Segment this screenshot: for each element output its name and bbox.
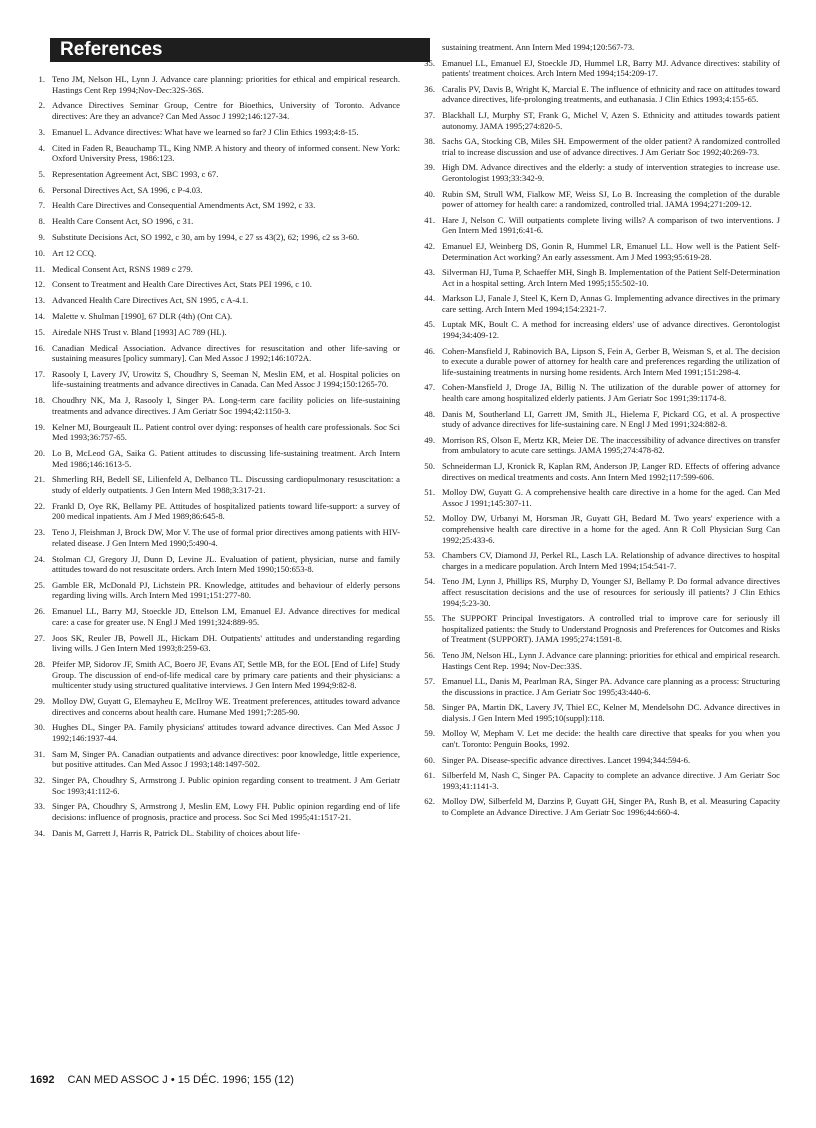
reference-item [420,162,780,183]
reference-text: Emanuel LL, Danis M, Pearlman RA, Singer PA. Advance care planning as a process: Structuring the discussions in practice. J Am Geriatr Soc 1995;43:440-6. [442,676,780,697]
reference-item [420,613,780,645]
reference-number: 52. [424,513,435,524]
reference-item [30,169,400,180]
reference-text: Cohen-Mansfield J, Rabinovich BA, Lipson S, Fein A, Gerber B, Weisman S, et al. The decision to execute a durable power of attorney for health care and preferences regarding the utilization of life-sustaining treatments in nursing home residents. Arch Intern Med 1991;151:298-4. [442,345,780,377]
reference-number: 57. [424,676,435,687]
reference-number: 61. [424,770,435,781]
reference-item [30,127,400,138]
reference-text: Singer PA. Disease-specific advance directives. Lancet 1994;344:594-6. [442,754,691,765]
reference-number: 41. [424,214,435,225]
reference-item [30,74,400,95]
reference-number: 9. [38,232,45,243]
reference-item [30,279,400,290]
reference-item [30,580,400,601]
reference-number: 29. [34,695,45,706]
reference-number: 12. [34,279,45,290]
reference-text: Singer PA, Choudhry S, Armstrong J, Meslin EM, Lowy FH. Public opinion regarding end of life decisions: influence of prognosis, practice and process. Soc Sci Med 1995;41:1517-21. [52,801,400,823]
reference-text: Cohen-Mansfield J, Droge JA, Billig N. The utilization of the durable power of attorney for health care among hospitalized elderly patients. J Am Geriatr Soc 1991;39:1174-8. [442,382,780,404]
reference-number: 25. [34,579,45,590]
reference-item [420,576,780,608]
reference-number: 24. [34,553,45,564]
reference-item [420,796,780,817]
reference-item [420,110,780,131]
reference-number: 43. [424,267,435,278]
reference-text: Sachs GA, Stocking CB, Miles SH. Empowerment of the older patient? A randomized controlled trial to increase discussion and use of advance directives. J Am Geriatr Soc 1992;40:269-73. [442,136,780,157]
reference-item [420,676,780,697]
reference-text: Gamble ER, McDonald PJ, Lichstein PR. Knowledge, attitudes and behaviour of elderly persons regarding living wills. Arch Intern Med 1991;151:277-80. [52,579,400,601]
reference-text: Lo B, McLeod GA, Saika G. Patient attitudes to discussing life-sustaining treatment. Arch Intern Med 1986;146:1613-5. [52,448,400,469]
reference-text: Luptak MK, Boult C. A method for increasing elders' use of advance directives. Gerontologist 1994;34:409-12. [442,319,780,341]
reference-item [420,650,780,671]
reference-number: 18. [34,395,45,406]
reference-item [30,775,400,796]
reference-item [420,728,780,749]
references-right-column [420,42,780,823]
reference-number: 8. [38,216,45,227]
reference-number: 42. [424,240,435,251]
reference-text: Personal Directives Act, SA 1996, c P-4.03. [52,184,203,195]
reference-text: Hare J, Nelson C. Will outpatients complete living wills? A comparison of two interventions. J Gen Intern Med 1991;6:41-6. [442,214,780,236]
reference-text: Advance Directives Seminar Group, Centre for Bioethics, University of Toronto. Advance directives: Are they an advance? Can Med Assoc J 1992;146:127-34. [52,100,400,121]
reference-item [30,828,400,839]
reference-item [420,702,780,723]
reference-number: 51. [424,487,435,498]
reference-number: 32. [34,775,45,786]
reference-text: Representation Agreement Act, SBC 1993, c 67. [52,168,219,179]
reference-item [30,100,400,121]
reference-number: 14. [34,310,45,321]
reference-number: 6. [38,184,45,195]
reference-item [30,501,400,522]
reference-text: Danis M, Southerland LI, Garrett JM, Smith JL, Hielema F, Pickard CG, et al. A prospective study of advance directives for life-sustaining care. N Engl J Med 1991;324:882-8. [442,408,780,430]
reference-item [30,659,400,691]
reference-text: Consent to Treatment and Health Care Directives Act, Stats PEI 1996, c 10. [52,279,312,290]
reference-number: 26. [34,606,45,617]
reference-number: 16. [34,342,45,353]
page-footer [30,1073,430,1087]
reference-text: Art 12 CCQ. [52,247,97,258]
reference-text: Advanced Health Care Directives Act, SN 1995, c A-4.1. [52,295,249,306]
reference-number: 36. [424,83,435,94]
reference-number: 48. [424,408,435,419]
reference-number: 11. [34,263,45,274]
references-heading: References [50,38,430,62]
reference-item [420,267,780,288]
reference-item [420,293,780,314]
reference-item [30,606,400,627]
reference-text: Silverman HJ, Tuma P, Schaeffer MH, Singh B. Implementation of the Patient Self-Determination Act in a hospital setting. Arch Intern Med 1995;155:502-10. [442,267,780,288]
reference-text: Chambers CV, Diamond JJ, Perkel RL, Lasch LA. Relationship of advance directives to hospital charges in a medicare population. Arch Intern Med 1994;154:541-7. [442,550,780,571]
reference-item [420,189,780,210]
reference-text: Teno JM, Lynn J, Phillips RS, Murphy D, Younger SJ, Bellamy P. Do formal advance directives affect resuscitation decisions and the use of resources for seriously ill patients? J Clin Ethics 1994;5:23-30. [442,576,780,608]
reference-item [30,248,400,259]
reference-text: Airedale NHS Trust v. Bland [1993] AC 789 (HL). [52,326,227,337]
reference-text: The SUPPORT Principal Investigators. A controlled trial to improve care for seriously ill hospitalized patients: the Study to Understand Prognosis and Preferences for Outcomes and Risks of Treatment (SUPPORT). JAMA 1995;274:1591-8. [442,613,780,645]
reference-text: Rasooly I, Lavery JV, Urowitz S, Choudhry S, Seeman N, Meslin EM, et al. Hospital policies on life-sustaining treatments and advance directives in Canada. Can Med Assoc J 1994;150:1265-70. [52,368,400,390]
reference-text: Health Care Consent Act, SO 1996, c 31. [52,216,194,227]
reference-text: Molloy DW, Guyatt G, Elemayheu E, McIlroy WE. Treatment preferences, attitudes toward advance directives and concerns about health care. Humane Med 1991;7:285-90. [52,695,400,717]
reference-number: 22. [34,500,45,511]
reference-number: 10. [34,247,45,258]
reference-item [420,241,780,262]
reference-text: Danis M, Garrett J, Harris R, Patrick DL. Stability of choices about life- [52,827,301,838]
references-left-column [30,74,400,844]
reference-number: 55. [424,613,435,624]
reference-text: Silberfeld M, Nash C, Singer PA. Capacity to complete an advance directive. J Am Geriatr Soc 1993;41:1141-3. [442,770,780,791]
reference-text: Teno JM, Nelson HL, Lynn J. Advance care planning: priorities for ethical and empirical research. Hastings Cent Rep 1994;Nov-Dec:32S-36S. [52,74,400,95]
reference-item [30,311,400,322]
reference-item [420,382,780,403]
reference-number: 50. [424,461,435,471]
reference-text: High DM. Advance directives and the elderly: a study of intervention strategies to increase use. Gerontologist 1993;33:342-9. [442,162,780,183]
reference-text: Joos SK, Reuler JB, Powell JL, Hickam DH. Outpatients' attitudes and understanding regarding living wills. J Gen Intern Med 1993;8:259-63. [52,632,400,654]
reference-number: 34. [34,827,45,838]
reference-text: Molloy DW, Guyatt G. A comprehensive health care directive in a home for the aged. Can Med Assoc J 1991;145:307-11. [442,487,780,508]
reference-item [420,136,780,157]
reference-text: Molloy DW, Silberfeld M, Darzins P, Guyatt GH, Singer PA, Rush B, et al. Measuring Capacity to Complete an Advance Directive. J Am Geriatr Soc 1996;44:660-4. [442,796,780,818]
reference-item [30,527,400,548]
reference-text: Markson LJ, Fanale J, Steel K, Kern D, Annas G. Implementing advance directives in the primary care setting. Arch Intern Med 1994;154:2321-7. [442,293,780,314]
reference-text: Shmerling RH, Bedell SE, Lilienfeld A, Delbanco TL. Discussing cardiopulmonary resuscitation: a study of elderly outpatients. J Gen Intern Med 1988;3:317-21. [52,474,400,495]
reference-item [420,409,780,430]
reference-item [420,58,780,79]
reference-number: 27. [34,632,45,643]
reference-continuation: sustaining treatment. Ann Intern Med 1994;120:567-73. [442,42,635,52]
reference-number: 21. [34,474,45,485]
reference-number: 23. [34,527,45,538]
reference-item [420,84,780,105]
reference-item [30,327,400,338]
reference-item [30,264,400,275]
reference-number: 28. [34,659,45,669]
reference-number: 60. [424,754,435,765]
reference-text: Emanuel LL, Barry MJ, Stoeckle JD, Ettelson LM, Emanuel EJ. Advance directives for medical care: a case for greater use. N Engl J Med 1991;324:889-95. [52,606,400,627]
reference-text: Emanuel LL, Emanuel EJ, Stoeckle JD, Hummel LR, Barry MJ. Advance directives: stability of patients' treatment choices. Arch Intern Med 1994;154:209-17. [442,57,780,79]
reference-item [30,722,400,743]
reference-text: Morrison RS, Olson E, Mertz KR, Meier DE. The inaccessibility of advance directives on transfer from ambulatory to acute care settings. JAMA 1995;274:478-82. [442,434,780,456]
reference-number: 30. [34,722,45,733]
reference-text: Health Care Directives and Consequential Amendments Act, SM 1992, c 33. [52,200,316,211]
reference-item [30,633,400,654]
reference-item [420,487,780,508]
reference-item [30,295,400,306]
reference-item [420,435,780,456]
reference-item [30,200,400,211]
reference-number: 56. [424,649,435,660]
reference-text: Medical Consent Act, RSNS 1989 c 279. [52,263,193,274]
reference-item [30,474,400,495]
reference-text: Pfeifer MP, Sidorov JF, Smith AC, Boero JF, Evans AT, Settle MB, for the EOL [End of Life] Study Group. The discussion of end-of-life medical care by primary care patients and their physicians: a multicenter study using structured qualitative interviews. J Gen Intern Med 1994;9:82-8. [52,659,400,691]
reference-item [30,395,400,416]
reference-item [30,216,400,227]
reference-number: 4. [38,142,45,153]
reference-number: 46. [424,345,435,356]
reference-text: Choudhry NK, Ma J, Rasooly I, Singer PA. Long-term care facility policies on life-sustaining treatments and advance directives. J Am Geriatr Soc 1994;42:1150-3. [52,395,400,416]
reference-number: 13. [34,295,45,306]
reference-text: Teno J, Fleishman J, Brock DW, Mor V. The use of formal prior directives among patients with HIV-related disease. J Gen Intern Med 1990;5:490-4. [52,527,400,548]
reference-text: Singer PA, Martin DK, Lavery JV, Thiel EC, Kelner M, Mendelsohn DC. Advance directives in dialysis. J Gen Intern Med 1995;10(suppl):118. [442,702,780,723]
reference-number: 3. [38,126,45,137]
reference-number: 53. [424,550,435,561]
reference-item [30,143,400,164]
reference-item [30,232,400,243]
reference-number: 1. [38,74,45,84]
reference-number: 47. [424,382,435,393]
reference-text: Frankl D, Oye RK, Bellamy PE. Attitudes of hospitalized patients toward life-support: a survey of 200 medical inpatients. Am J Med 1989;86:645-8. [52,500,400,522]
reference-number: 62. [424,796,435,807]
reference-text: Emanuel EJ, Weinberg DS, Gonin R, Hummel LR, Emanuel LL. How well is the Patient Self-Determination Act working? An early assessment. Am J Med 1993;95:619-28. [442,240,780,262]
page-number: 1692 [30,1074,55,1086]
reference-item [420,319,780,340]
reference-number: 2. [38,100,45,111]
reference-number: 45. [424,319,435,330]
reference-text: Stolman CJ, Gregory JJ, Dunn D, Levine JL. Evaluation of patient, physician, nurse and family attitudes toward do not resuscitate orders. Arch Intern Med 1990;150:653-8. [52,553,400,575]
reference-text: Schneiderman LJ, Kronick R, Kaplan RM, Anderson JP, Langer RD. Effects of offering advance directives on medical treatments and costs. Ann Intern Med 1992;117:599-606. [442,461,780,482]
reference-item [30,369,400,390]
reference-number: 7. [38,200,45,211]
reference-number: 37. [424,109,435,120]
reference-item [30,554,400,575]
reference-number: 59. [424,728,435,739]
reference-number: 38. [424,136,435,147]
reference-number: 35. [424,57,435,68]
reference-item [420,550,780,571]
reference-item [420,770,780,791]
reference-text: Singer PA, Choudhry S, Armstrong J. Public opinion regarding consent to treatment. J Am Geriatr Soc 1993;41:112-6. [52,775,400,796]
reference-number: 40. [424,188,435,199]
reference-number: 39. [424,162,435,173]
reference-number: 31. [34,748,45,759]
reference-text: Cited in Faden R, Beauchamp TL, King NMP. A history and theory of informed consent. New York: Oxford University Press, 1986:123. [52,142,400,164]
reference-text: Rubin SM, Strull WM, Fialkow MF, Weiss SJ, Lo B. Increasing the completion of the durable power of attorney for health care: a randomized, controlled trial. JAMA 1994;271:209-12. [442,188,780,210]
reference-text: Malette v. Shulman [1990], 67 DLR (4th) (Ont CA). [52,310,233,321]
reference-number: 20. [34,448,45,458]
reference-text: Blackhall LJ, Murphy ST, Frank G, Michel V, Azen S. Ethnicity and attitudes towards patient autonomy. JAMA 1995;274:820-5. [442,109,780,131]
journal-citation: CAN MED ASSOC J • 15 DÉC. 1996; 155 (12) [67,1074,294,1086]
reference-item [420,755,780,766]
reference-item [30,343,400,364]
reference-number: 5. [38,168,45,179]
reference-number: 54. [424,576,435,587]
reference-text: Substitute Decisions Act, SO 1992, c 30, am by 1994, c 27 ss 43(2), 62; 1996, c2 ss 3-60. [52,232,360,243]
reference-item [30,448,400,469]
reference-text: Teno JM, Nelson HL, Lynn J. Advance care planning: priorities for ethical and empirical research. Hastings Cent Rep. 1994; Nov-Dec:33S. [442,649,780,671]
reference-number: 44. [424,293,435,304]
reference-item [420,513,780,545]
reference-text: Emanuel L. Advance directives: What have we learned so far? J Clin Ethics 1993;4:8-15. [52,126,359,137]
reference-number: 33. [34,801,45,812]
reference-text: Sam M, Singer PA. Canadian outpatients and advance directives: poor knowledge, little experience, but positive attitudes. Can Med Assoc J 1993;148:1497-502. [52,748,400,770]
reference-number: 49. [424,434,435,445]
reference-number: 19. [34,421,45,432]
reference-text: Molloy DW, Urbanyi M, Horsman JR, Guyatt GH, Bedard M. Two years' experience with a comprehensive health care directive in a home for the aged. Ann R Coll Physician Surg Can 1992;25:433-6. [442,513,780,545]
reference-text: Kelner MJ, Bourgeault IL. Patient control over dying: responses of health care professionals. Soc Sci Med 1993;36:757-65. [52,421,400,443]
reference-item [420,215,780,236]
reference-text: Hughes DL, Singer PA. Family physicians' attitudes toward advance directives. Can Med Assoc J 1992;146:1937-44. [52,722,400,743]
reference-number: 17. [34,368,45,379]
reference-item [30,749,400,770]
reference-number: 15. [34,326,45,337]
reference-text: Caralis PV, Davis B, Wright K, Marcial E. The influence of ethnicity and race on attitudes toward advance directives, life-prolonging treatments, and euthanasia. J Clin Ethics 1993;4:155-65. [442,83,780,105]
reference-item [420,346,780,378]
reference-item [30,422,400,443]
reference-item [30,696,400,717]
reference-item [30,801,400,822]
reference-text: Molloy W, Mepham V. Let me decide: the health care directive that speaks for you when you can't. Toronto: Penguin Books, 1992. [442,728,780,750]
reference-item [30,185,400,196]
reference-item [420,461,780,482]
reference-number: 58. [424,702,435,713]
reference-text: Canadian Medical Association. Advance directives for resuscitation and other life-saving or sustaining measures [policy summary]. Can Med Assoc J 1992;146:1072A. [52,342,400,364]
